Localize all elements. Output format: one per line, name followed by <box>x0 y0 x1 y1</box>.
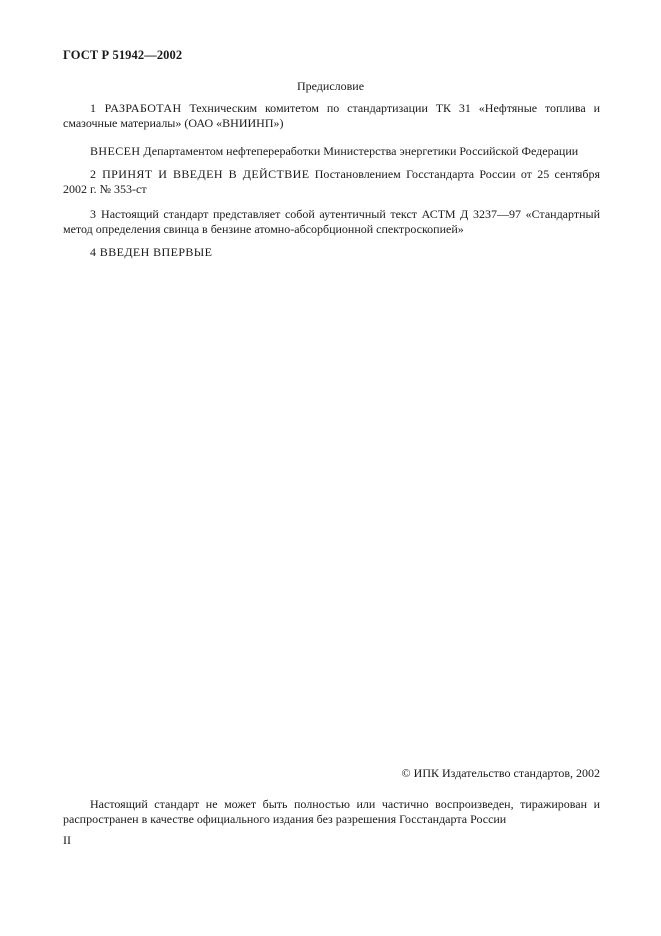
paragraph-lead: 3 <box>90 207 97 221</box>
paragraph-text: Техническим комитетом по стандартизации ТК 31 «Нефтяные топлива и смазочные материалы» (ОАО «ВНИИНП») <box>63 101 600 130</box>
paragraph-first-introduced <box>63 245 600 260</box>
copyright-line: © ИПК Издательство стандартов, 2002 <box>401 766 600 780</box>
reproduction-notice: Настоящий стандарт не может быть полностью или частично воспроизведен, тиражирован и распространен в качестве официального издания без разрешения Госстандарта России <box>63 797 600 826</box>
paragraph-lead: 2 ПРИНЯТ И ВВЕДЕН В ДЕЙСТВИЕ <box>90 167 310 181</box>
paragraph-text: Постановлением Госстандарта России от 25 сентября 2002 г. № 353-ст <box>63 167 600 196</box>
section-title: Предисловие <box>296 79 365 93</box>
paragraph-introduced <box>63 144 600 159</box>
paragraph-lead: 1 РАЗРАБОТАН <box>90 101 182 115</box>
paragraph-lead: ВНЕСЕН <box>90 144 141 158</box>
paragraph-lead: 4 ВВЕДЕН ВПЕРВЫЕ <box>90 245 213 259</box>
paragraph-authentic-text <box>63 207 600 237</box>
paragraph-adopted <box>63 167 600 197</box>
document-code: ГОСТ Р 51942—2002 <box>63 48 183 62</box>
page-number: II <box>63 833 71 847</box>
paragraph-developed <box>63 101 600 131</box>
paragraph-text: Настоящий стандарт представляет собой аутентичный текст АСТМ Д 3237—97 «Стандартный метод определения свинца в бензине атомно-абсорбционной спектроскопией» <box>63 207 600 236</box>
paragraph-text: Департаментом нефтепереработки Министерства энергетики Российской Федерации <box>140 144 579 158</box>
